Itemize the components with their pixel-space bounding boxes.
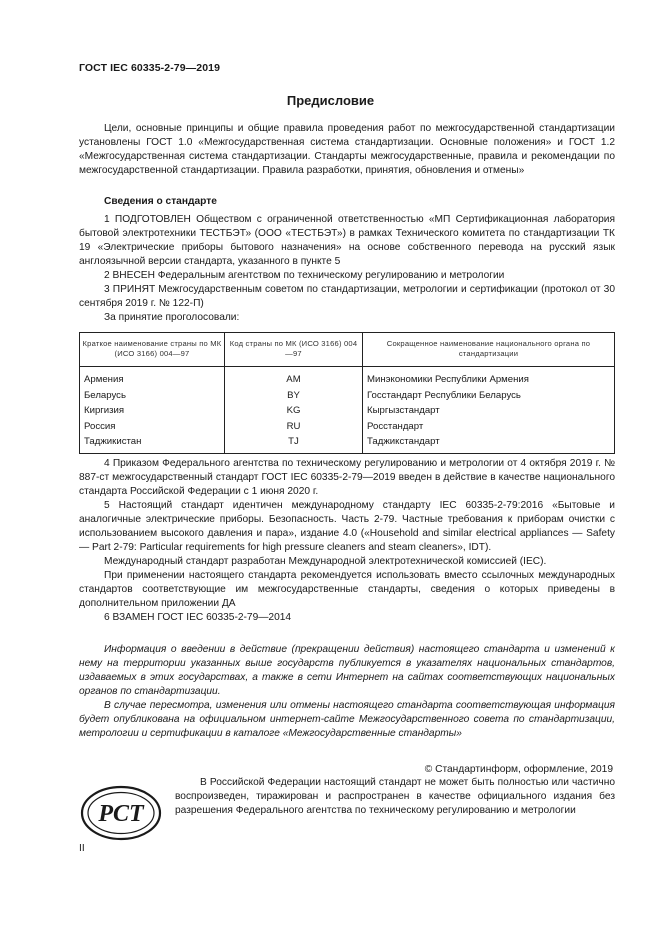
item-1-paragraph: 1 ПОДГОТОВЛЕН Обществом с ограниченной ответственностью «МП Сертификационная лаборатория бытовой электротехники ТЕСТБЭТ» (ООО «ТЕСТБЭТ») в рамках Технического комитета по стандартизации ТК 19 «Электрические приборы бытового назначения» на основе собственного перевода на русский язык англоязычной версии стандарта, указанного в пункте 5 — [79, 214, 615, 267]
item-4-paragraph: 4 Приказом Федерального агентства по техническому регулированию и метрологии от 4 октября 2019 г. № 887-ст межгосударственный стандарт ГОСТ IEC 60335-2-79—2019 введен в действие в качестве национального стандарта Российской Федерации с 1 июня 2020 г. — [79, 458, 615, 497]
item-5-paragraph: 5 Настоящий стандарт идентичен международному стандарту IEC 60335-2-79:2016 «Бытовые и аналогичные электрические приборы. Безопасность. Часть 2-79. Частные требования к приборам очистки с использованием высокого давления и пара», издание 4.0 («Household and similar electrical appliances — Safety — Part 2-79: Particular requirements for high pressure cleaners and steam cleaners», IDT). — [79, 500, 615, 553]
standard-info-block — [79, 195, 615, 325]
table-cell-country: Армения — [84, 374, 124, 385]
table-cell-country: Россия — [84, 420, 116, 432]
rst-logo — [79, 784, 167, 842]
note-revision-paragraph: В случае пересмотра, изменения или отмены настоящего стандарта соответствующая информация будет опубликована на официальном интернет-сайте Межгосударственного совета по стандартизации, метрологии и сертификации в каталоге «Межгосударственные стандарты» — [79, 700, 615, 739]
page-title: Предисловие — [286, 93, 375, 108]
table-header-country: Краткое наименование страны по МК (ИСО 3166) 004—97 — [80, 333, 225, 367]
table-cell-code: RU — [225, 419, 363, 435]
table-cell-body: Росстандарт — [363, 419, 615, 435]
table-cell-body: Таджикстандарт — [363, 434, 615, 453]
table-cell-body: Кыргызстандарт — [363, 403, 615, 419]
table-row — [80, 388, 615, 404]
item-2-paragraph: 2 ВНЕСЕН Федеральным агентством по техническому регулированию и метрологии — [104, 270, 505, 281]
table-cell-code: TJ — [225, 434, 363, 453]
implementation-block — [79, 457, 615, 625]
table-cell-country: Таджикистан — [84, 436, 142, 447]
copyright-line: © Стандартинформ, оформление, 2019 — [424, 764, 613, 775]
rst-logo-icon — [79, 784, 167, 842]
iec-developer-paragraph: Международный стандарт разработан Международной электротехнической комиссией (IEC). — [104, 556, 547, 567]
rst-logo-text: РСТ — [98, 801, 144, 827]
table-cell-body: Минэкономики Республики Армения — [363, 367, 615, 388]
table-row — [80, 367, 615, 388]
table-cell-code: AM — [225, 367, 363, 388]
table-cell-country: Киргизия — [84, 405, 125, 416]
intro-block — [79, 122, 615, 178]
table-cell-code: BY — [225, 388, 363, 404]
note-introduction-paragraph: Информация о введении в действие (прекращении действия) настоящего стандарта и изменений к нему на территории указанных выше государств публикуется в указателях национальных стандартов, издаваемых в этих государствах, а также в сети Интернет на сайтах соответствующих национальных органов по стандартизации. — [79, 644, 615, 697]
voting-table — [79, 332, 615, 454]
table-header-body: Сокращенное наименование национального органа по стандартизации — [363, 333, 615, 367]
table-row — [80, 403, 615, 419]
reference-standards-paragraph: При применении настоящего стандарта рекомендуется использовать вместо ссылочных международных стандартов соответствующие им межгосударственные стандарты, сведения о которых приведены в дополнительном приложении ДА — [79, 570, 615, 609]
voted-label: За принятие проголосовали: — [104, 312, 240, 323]
intro-paragraph: Цели, основные принципы и общие правила проведения работ по межгосударственной стандартизации установлены ГОСТ 1.0 «Межгосударственная система стандартизации. Основные положения» и ГОСТ 1.2 «Межгосударственная система стандартизации. Стандарты межгосударственные, правила и рекомендации по межгосударственной стандартизации. Правила разработки, принятия, обновления и отмены» — [79, 123, 615, 176]
publication-notes-block — [79, 643, 615, 741]
item-3-paragraph: 3 ПРИНЯТ Межгосударственным советом по стандартизации, метрологии и сертификации (протокол от 30 сентября 2019 г. № 122-П) — [79, 284, 615, 309]
item-6-paragraph: 6 ВЗАМЕН ГОСТ IEC 60335-2-79—2014 — [104, 612, 292, 623]
table-cell-country: Беларусь — [84, 389, 126, 401]
table-row — [80, 434, 615, 453]
table-cell-body: Госстандарт Республики Беларусь — [363, 388, 615, 404]
section-title: Сведения о стандарте — [104, 196, 217, 207]
page-number: II — [79, 843, 85, 854]
table-header-row — [80, 333, 615, 367]
table-row — [80, 419, 615, 435]
table-header-code: Код страны по МК (ИСО 3166) 004—97 — [225, 333, 363, 367]
document-id-header: ГОСТ IEC 60335-2-79—2019 — [79, 62, 221, 74]
russian-federation-notice: В Российской Федерации настоящий стандарт не может быть полностью или частично воспроизведен, тиражирован и распространен в качестве официального издания без разрешения Федерального агентства по техническому регулированию и метрологии — [175, 777, 615, 816]
table-cell-code: KG — [225, 403, 363, 419]
